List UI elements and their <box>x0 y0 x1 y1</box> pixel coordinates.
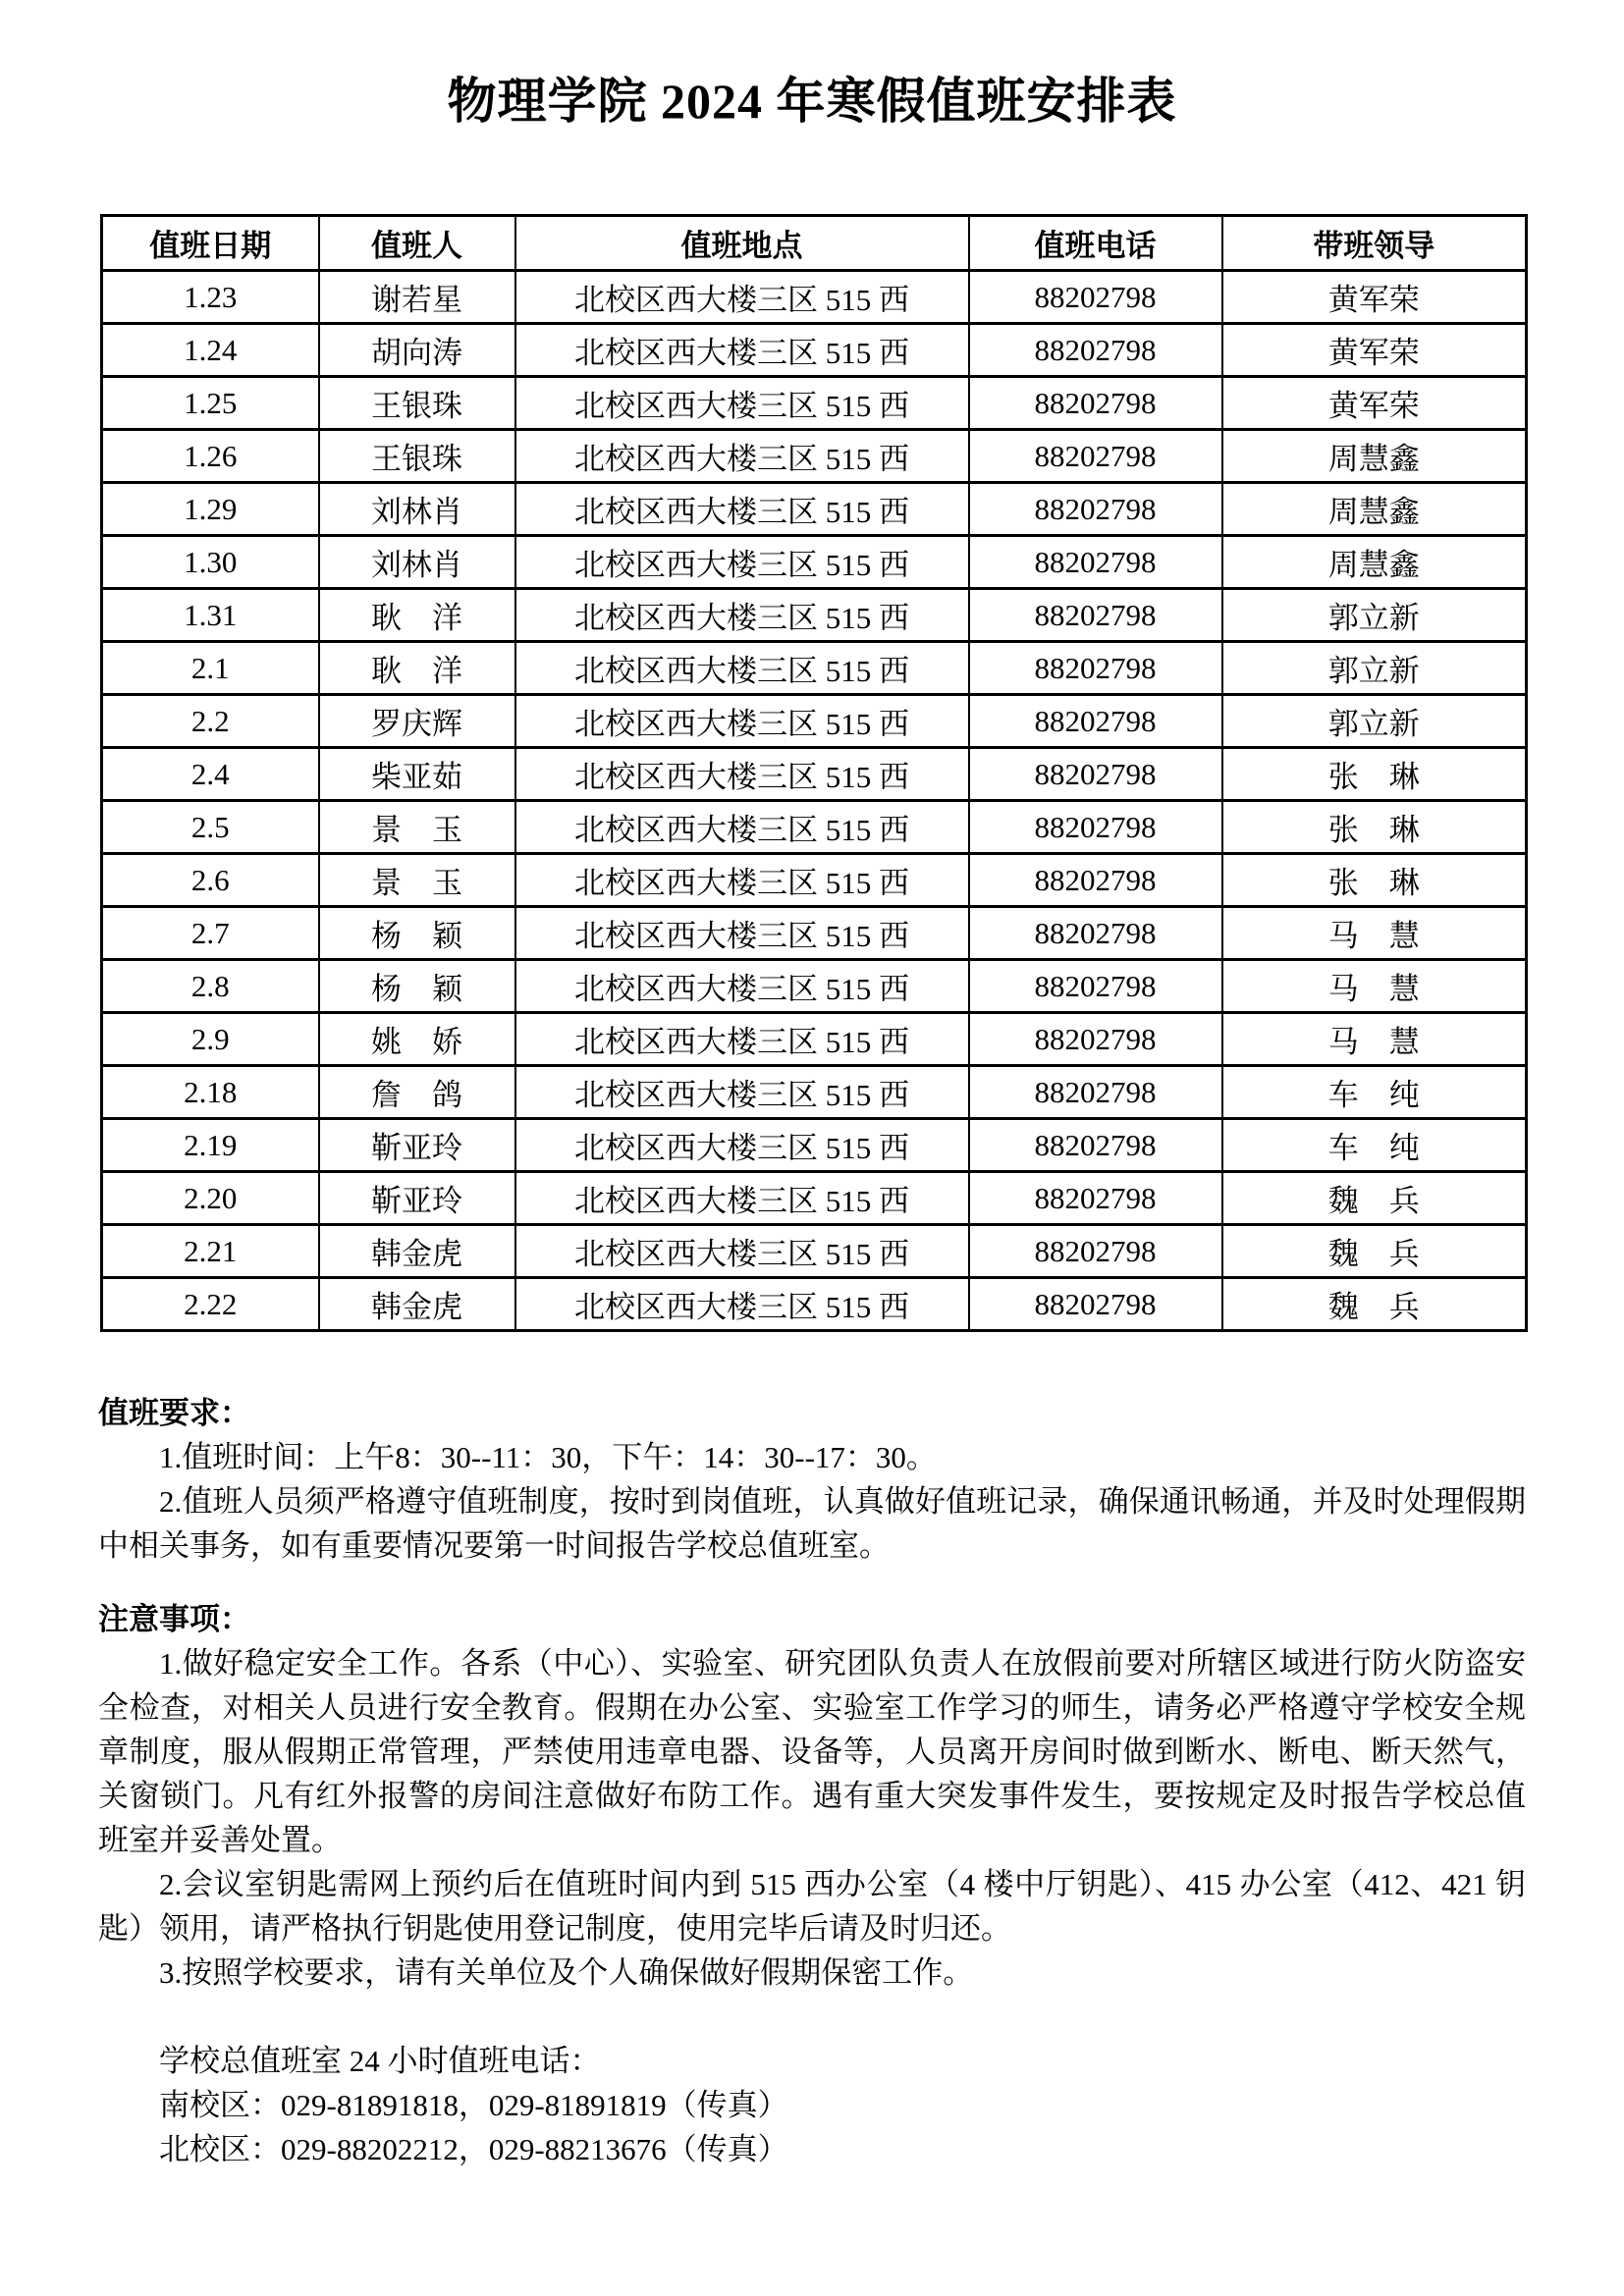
cell-duty-location: 北校区西大楼三区 515 西 <box>515 324 969 377</box>
phone-footer-section <box>98 2039 1526 2171</box>
table-row <box>102 960 1527 1013</box>
cell-duty-person: 耿 洋 <box>319 642 515 695</box>
cell-duty-date: 2.7 <box>102 907 319 960</box>
cell-duty-person: 刘林肖 <box>319 483 515 536</box>
cell-duty-phone: 88202798 <box>969 801 1222 854</box>
cell-duty-location: 北校区西大楼三区 515 西 <box>515 483 969 536</box>
cell-duty-leader: 魏 兵 <box>1222 1278 1527 1331</box>
requirements-list <box>98 1435 1526 1568</box>
cell-duty-phone: 88202798 <box>969 1172 1222 1225</box>
footer-phone-line: 南校区：029-81891818，029-81891819（传真） <box>159 2088 788 2122</box>
cell-duty-leader: 魏 兵 <box>1222 1172 1527 1225</box>
cell-duty-leader: 郭立新 <box>1222 589 1527 642</box>
cell-duty-person: 姚 娇 <box>319 1013 515 1066</box>
cell-duty-location: 北校区西大楼三区 515 西 <box>515 642 969 695</box>
cell-duty-location: 北校区西大楼三区 515 西 <box>515 1278 969 1331</box>
cell-duty-person: 谢若星 <box>319 271 515 324</box>
cell-duty-date: 1.29 <box>102 483 319 536</box>
cell-duty-date: 1.30 <box>102 536 319 589</box>
table-row <box>102 1172 1527 1225</box>
cell-duty-date: 1.24 <box>102 324 319 377</box>
cell-duty-phone: 88202798 <box>969 430 1222 483</box>
cell-duty-date: 2.20 <box>102 1172 319 1225</box>
table-row <box>102 1225 1527 1278</box>
cell-duty-person: 王银珠 <box>319 377 515 430</box>
table-row <box>102 483 1527 536</box>
cell-duty-date: 2.4 <box>102 748 319 801</box>
cell-duty-person: 韩金虎 <box>319 1225 515 1278</box>
table-row <box>102 1119 1527 1172</box>
cell-duty-person: 耿 洋 <box>319 589 515 642</box>
cell-duty-person: 胡向涛 <box>319 324 515 377</box>
column-header: 值班地点 <box>515 216 969 271</box>
column-header: 值班人 <box>319 216 515 271</box>
cell-duty-phone: 88202798 <box>969 1066 1222 1119</box>
cell-duty-date: 1.25 <box>102 377 319 430</box>
cell-duty-person: 韩金虎 <box>319 1278 515 1331</box>
cell-duty-leader: 张 琳 <box>1222 854 1527 907</box>
cell-duty-phone: 88202798 <box>969 483 1222 536</box>
cell-duty-person: 靳亚玲 <box>319 1172 515 1225</box>
note-item: 2.会议室钥匙需网上预约后在值班时间内到 515 西办公室（4 楼中厅钥匙）、415 办公室（412、421 钥匙）领用，请严格执行钥匙使用登记制度，使用完毕后请及时归还。 <box>98 1867 1526 1946</box>
cell-duty-date: 2.1 <box>102 642 319 695</box>
cell-duty-location: 北校区西大楼三区 515 西 <box>515 907 969 960</box>
table-row <box>102 1066 1527 1119</box>
cell-duty-date: 2.5 <box>102 801 319 854</box>
notes-heading: 注意事项： <box>98 1602 250 1636</box>
cell-duty-phone: 88202798 <box>969 695 1222 748</box>
cell-duty-person: 刘林肖 <box>319 536 515 589</box>
cell-duty-date: 1.31 <box>102 589 319 642</box>
cell-duty-phone: 88202798 <box>969 642 1222 695</box>
note-item: 1.做好稳定安全工作。各系（中心）、实验室、研究团队负责人在放假前要对所辖区域进行防火防盗安全检查，对相关人员进行安全教育。假期在办公室、实验室工作学习的师生，请务必严格遵守学校安全规章制度，服从假期正常管理，严禁使用违章电器、设备等，人员离开房间时做到断水、断电、断天然气，关窗锁门。凡有红外报警的房间注意做好布防工作。遇有重大突发事件发生，要按规定及时报告学校总值班室并妥善处置。 <box>98 1646 1526 1857</box>
cell-duty-location: 北校区西大楼三区 515 西 <box>515 536 969 589</box>
cell-duty-person: 景 玉 <box>319 854 515 907</box>
duty-table-body <box>102 271 1527 1331</box>
cell-duty-leader: 周慧鑫 <box>1222 430 1527 483</box>
cell-duty-location: 北校区西大楼三区 515 西 <box>515 430 969 483</box>
cell-duty-leader: 黄军荣 <box>1222 377 1527 430</box>
cell-duty-leader: 张 琳 <box>1222 748 1527 801</box>
table-row <box>102 1013 1527 1066</box>
cell-duty-phone: 88202798 <box>969 1278 1222 1331</box>
cell-duty-phone: 88202798 <box>969 1225 1222 1278</box>
table-row <box>102 907 1527 960</box>
cell-duty-date: 2.6 <box>102 854 319 907</box>
cell-duty-phone: 88202798 <box>969 324 1222 377</box>
cell-duty-phone: 88202798 <box>969 1013 1222 1066</box>
cell-duty-leader: 张 琳 <box>1222 801 1527 854</box>
cell-duty-location: 北校区西大楼三区 515 西 <box>515 1172 969 1225</box>
cell-duty-date: 2.9 <box>102 1013 319 1066</box>
requirement-item: 1.值班时间：上午8：30--11：30，下午：14：30--17：30。 <box>159 1440 937 1474</box>
requirement-item: 2.值班人员须严格遵守值班制度，按时到岗值班，认真做好值班记录，确保通讯畅通，并及时处理假期中相关事务，如有重要情况要第一时间报告学校总值班室。 <box>98 1484 1526 1563</box>
cell-duty-date: 2.2 <box>102 695 319 748</box>
cell-duty-date: 2.8 <box>102 960 319 1013</box>
footer-phone-line: 北校区：029-88202212，029-88213676（传真） <box>159 2132 788 2166</box>
cell-duty-phone: 88202798 <box>969 1119 1222 1172</box>
cell-duty-person: 詹 鸽 <box>319 1066 515 1119</box>
note-item: 3.按照学校要求，请有关单位及个人确保做好假期保密工作。 <box>159 1955 974 1990</box>
cell-duty-leader: 车 纯 <box>1222 1066 1527 1119</box>
cell-duty-person: 杨 颖 <box>319 960 515 1013</box>
cell-duty-person: 王银珠 <box>319 430 515 483</box>
cell-duty-leader: 黄军荣 <box>1222 324 1527 377</box>
cell-duty-location: 北校区西大楼三区 515 西 <box>515 1013 969 1066</box>
cell-duty-date: 2.21 <box>102 1225 319 1278</box>
cell-duty-leader: 周慧鑫 <box>1222 536 1527 589</box>
cell-duty-phone: 88202798 <box>969 536 1222 589</box>
cell-duty-person: 罗庆辉 <box>319 695 515 748</box>
cell-duty-leader: 郭立新 <box>1222 695 1527 748</box>
cell-duty-leader: 郭立新 <box>1222 642 1527 695</box>
table-row <box>102 589 1527 642</box>
cell-duty-location: 北校区西大楼三区 515 西 <box>515 1119 969 1172</box>
page-title: 物理学院 2024 年寒假值班安排表 <box>447 74 1177 129</box>
footer-phone-line: 学校总值班室 24 小时值班电话： <box>159 2044 601 2078</box>
column-header: 带班领导 <box>1222 216 1527 271</box>
table-row <box>102 1278 1527 1331</box>
cell-duty-date: 1.23 <box>102 271 319 324</box>
table-row <box>102 324 1527 377</box>
cell-duty-location: 北校区西大楼三区 515 西 <box>515 748 969 801</box>
cell-duty-location: 北校区西大楼三区 515 西 <box>515 271 969 324</box>
cell-duty-date: 2.18 <box>102 1066 319 1119</box>
cell-duty-person: 景 玉 <box>319 801 515 854</box>
table-row <box>102 695 1527 748</box>
cell-duty-leader: 魏 兵 <box>1222 1225 1527 1278</box>
cell-duty-location: 北校区西大楼三区 515 西 <box>515 960 969 1013</box>
cell-duty-person: 柴亚茹 <box>319 748 515 801</box>
cell-duty-location: 北校区西大楼三区 515 西 <box>515 801 969 854</box>
cell-duty-leader: 车 纯 <box>1222 1119 1527 1172</box>
header-row <box>102 216 1527 271</box>
table-row <box>102 430 1527 483</box>
cell-duty-phone: 88202798 <box>969 748 1222 801</box>
cell-duty-date: 1.26 <box>102 430 319 483</box>
duty-requirements-section <box>98 1391 1526 1568</box>
duty-schedule-table <box>100 214 1528 1332</box>
cell-duty-location: 北校区西大楼三区 515 西 <box>515 589 969 642</box>
cell-duty-location: 北校区西大楼三区 515 西 <box>515 1066 969 1119</box>
cell-duty-location: 北校区西大楼三区 515 西 <box>515 854 969 907</box>
table-row <box>102 854 1527 907</box>
table-row <box>102 642 1527 695</box>
cell-duty-leader: 周慧鑫 <box>1222 483 1527 536</box>
cell-duty-leader: 黄军荣 <box>1222 271 1527 324</box>
table-row <box>102 801 1527 854</box>
cell-duty-leader: 马 慧 <box>1222 907 1527 960</box>
cell-duty-location: 北校区西大楼三区 515 西 <box>515 377 969 430</box>
cell-duty-phone: 88202798 <box>969 854 1222 907</box>
cell-duty-leader: 马 慧 <box>1222 1013 1527 1066</box>
column-header: 值班日期 <box>102 216 319 271</box>
column-header: 值班电话 <box>969 216 1222 271</box>
cell-duty-phone: 88202798 <box>969 907 1222 960</box>
cell-duty-leader: 马 慧 <box>1222 960 1527 1013</box>
table-row <box>102 377 1527 430</box>
notes-section <box>98 1597 1526 1995</box>
cell-duty-phone: 88202798 <box>969 960 1222 1013</box>
table-row <box>102 748 1527 801</box>
cell-duty-location: 北校区西大楼三区 515 西 <box>515 1225 969 1278</box>
cell-duty-phone: 88202798 <box>969 589 1222 642</box>
cell-duty-phone: 88202798 <box>969 271 1222 324</box>
cell-duty-date: 2.22 <box>102 1278 319 1331</box>
table-row <box>102 271 1527 324</box>
duty-table-header <box>102 216 1527 271</box>
requirements-heading: 值班要求： <box>98 1396 250 1430</box>
cell-duty-location: 北校区西大楼三区 515 西 <box>515 695 969 748</box>
table-row <box>102 536 1527 589</box>
cell-duty-person: 靳亚玲 <box>319 1119 515 1172</box>
cell-duty-person: 杨 颖 <box>319 907 515 960</box>
cell-duty-phone: 88202798 <box>969 377 1222 430</box>
cell-duty-date: 2.19 <box>102 1119 319 1172</box>
notes-list <box>98 1641 1526 1995</box>
